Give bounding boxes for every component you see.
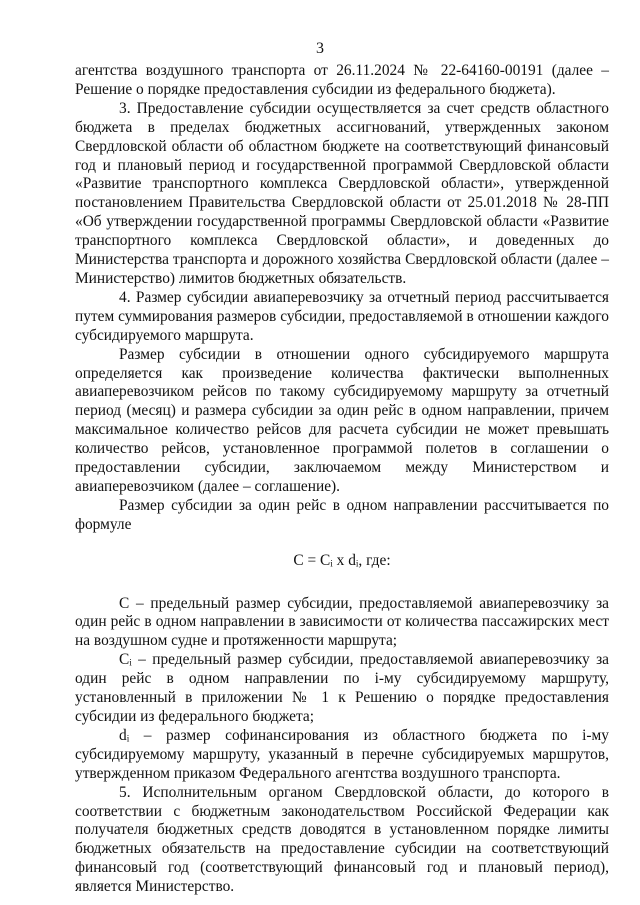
document-body	[75, 62, 609, 897]
paragraph-clause-5: 5. Исполнительным органом Свердловской области, до которого в соответствии с бюджетным законодательством Российской Федерации как получателя бюджетных средств доводятся в установленном порядке лимиты бюджетных обязательств на предоставление субсидии на соответствующий финансовый год (соответствующий финансовый год и плановый период), является Министерство.	[75, 783, 609, 896]
paragraph-formula-intro: Размер субсидии за один рейс в одном направлении рассчитывается по формуле	[75, 496, 609, 533]
paragraph-route-subsidy: Размер субсидии в отношении одного субсидируемого маршрута определяется как произведение количества фактически выполненных авиаперевозчиком рейсов по такому субсидируемому маршруту за отчетный период (месяц) и размера субсидии за один рейс в одном направлении, причем максимальное количество рейсов для расчета субсидии не может превышать количество рейсов, установленное программой полетов в соглашении о предоставлении субсидии, заключаемом между Министерством и авиаперевозчиком (далее – соглашение).	[75, 345, 609, 495]
paragraph-clause-4: 4. Размер субсидии авиаперевозчику за отчетный период рассчитывается путем суммирования размеров субсидии, предоставляемой в отношении каждого субсидируемого маршрута.	[75, 288, 609, 344]
paragraph-definition-ci: Cᵢ – предельный размер субсидии, предоставляемой авиаперевозчику за один рейс в одном направлении по i-му субсидируемому маршруту, установленный в приложении № 1 к Решению о порядке предоставления субсидии из федерального бюджета;	[75, 651, 609, 725]
paragraph-definition-di: dᵢ – размер софинансирования из областного бюджета по i-му субсидируемому маршруту, указанный в перечне субсидируемых маршрутов, утвержденном приказом Федерального агентства воздушного транспорта.	[75, 726, 609, 782]
paragraph-definition-c: C – предельный размер субсидии, предоставляемой авиаперевозчику за один рейс в одном направлении в зависимости от количества пассажирских мест на воздушном судне и протяженности маршрута;	[75, 594, 609, 650]
paragraph-clause-3: 3. Предоставление субсидии осуществляется за счет средств областного бюджета в пределах бюджетных ассигнований, утвержденных законом Свердловской области об областном бюджете на соответствующий финансовый год и плановый период и государственной программой Свердловской области «Развитие транспортного комплекса Свердловской области», утвержденной постановлением Правительства Свердловской области от 25.01.2018 № 28-ПП «Об утверждении государственной программы Свердловской области «Развитие транспортного комплекса Свердловской области», и доведенных до Министерства транспорта и дорожного хозяйства Свердловской области (далее – Министерство) лимитов бюджетных обязательств.	[75, 99, 609, 287]
page-number: 3	[316, 40, 324, 57]
paragraph-continuation: агентства воздушного транспорта от 26.11.2024 № 22-64160-00191 (далее – Решение о порядке предоставления субсидии из федерального бюджета).	[75, 62, 609, 98]
formula: C = Cᵢ x dᵢ, где:	[293, 551, 391, 569]
